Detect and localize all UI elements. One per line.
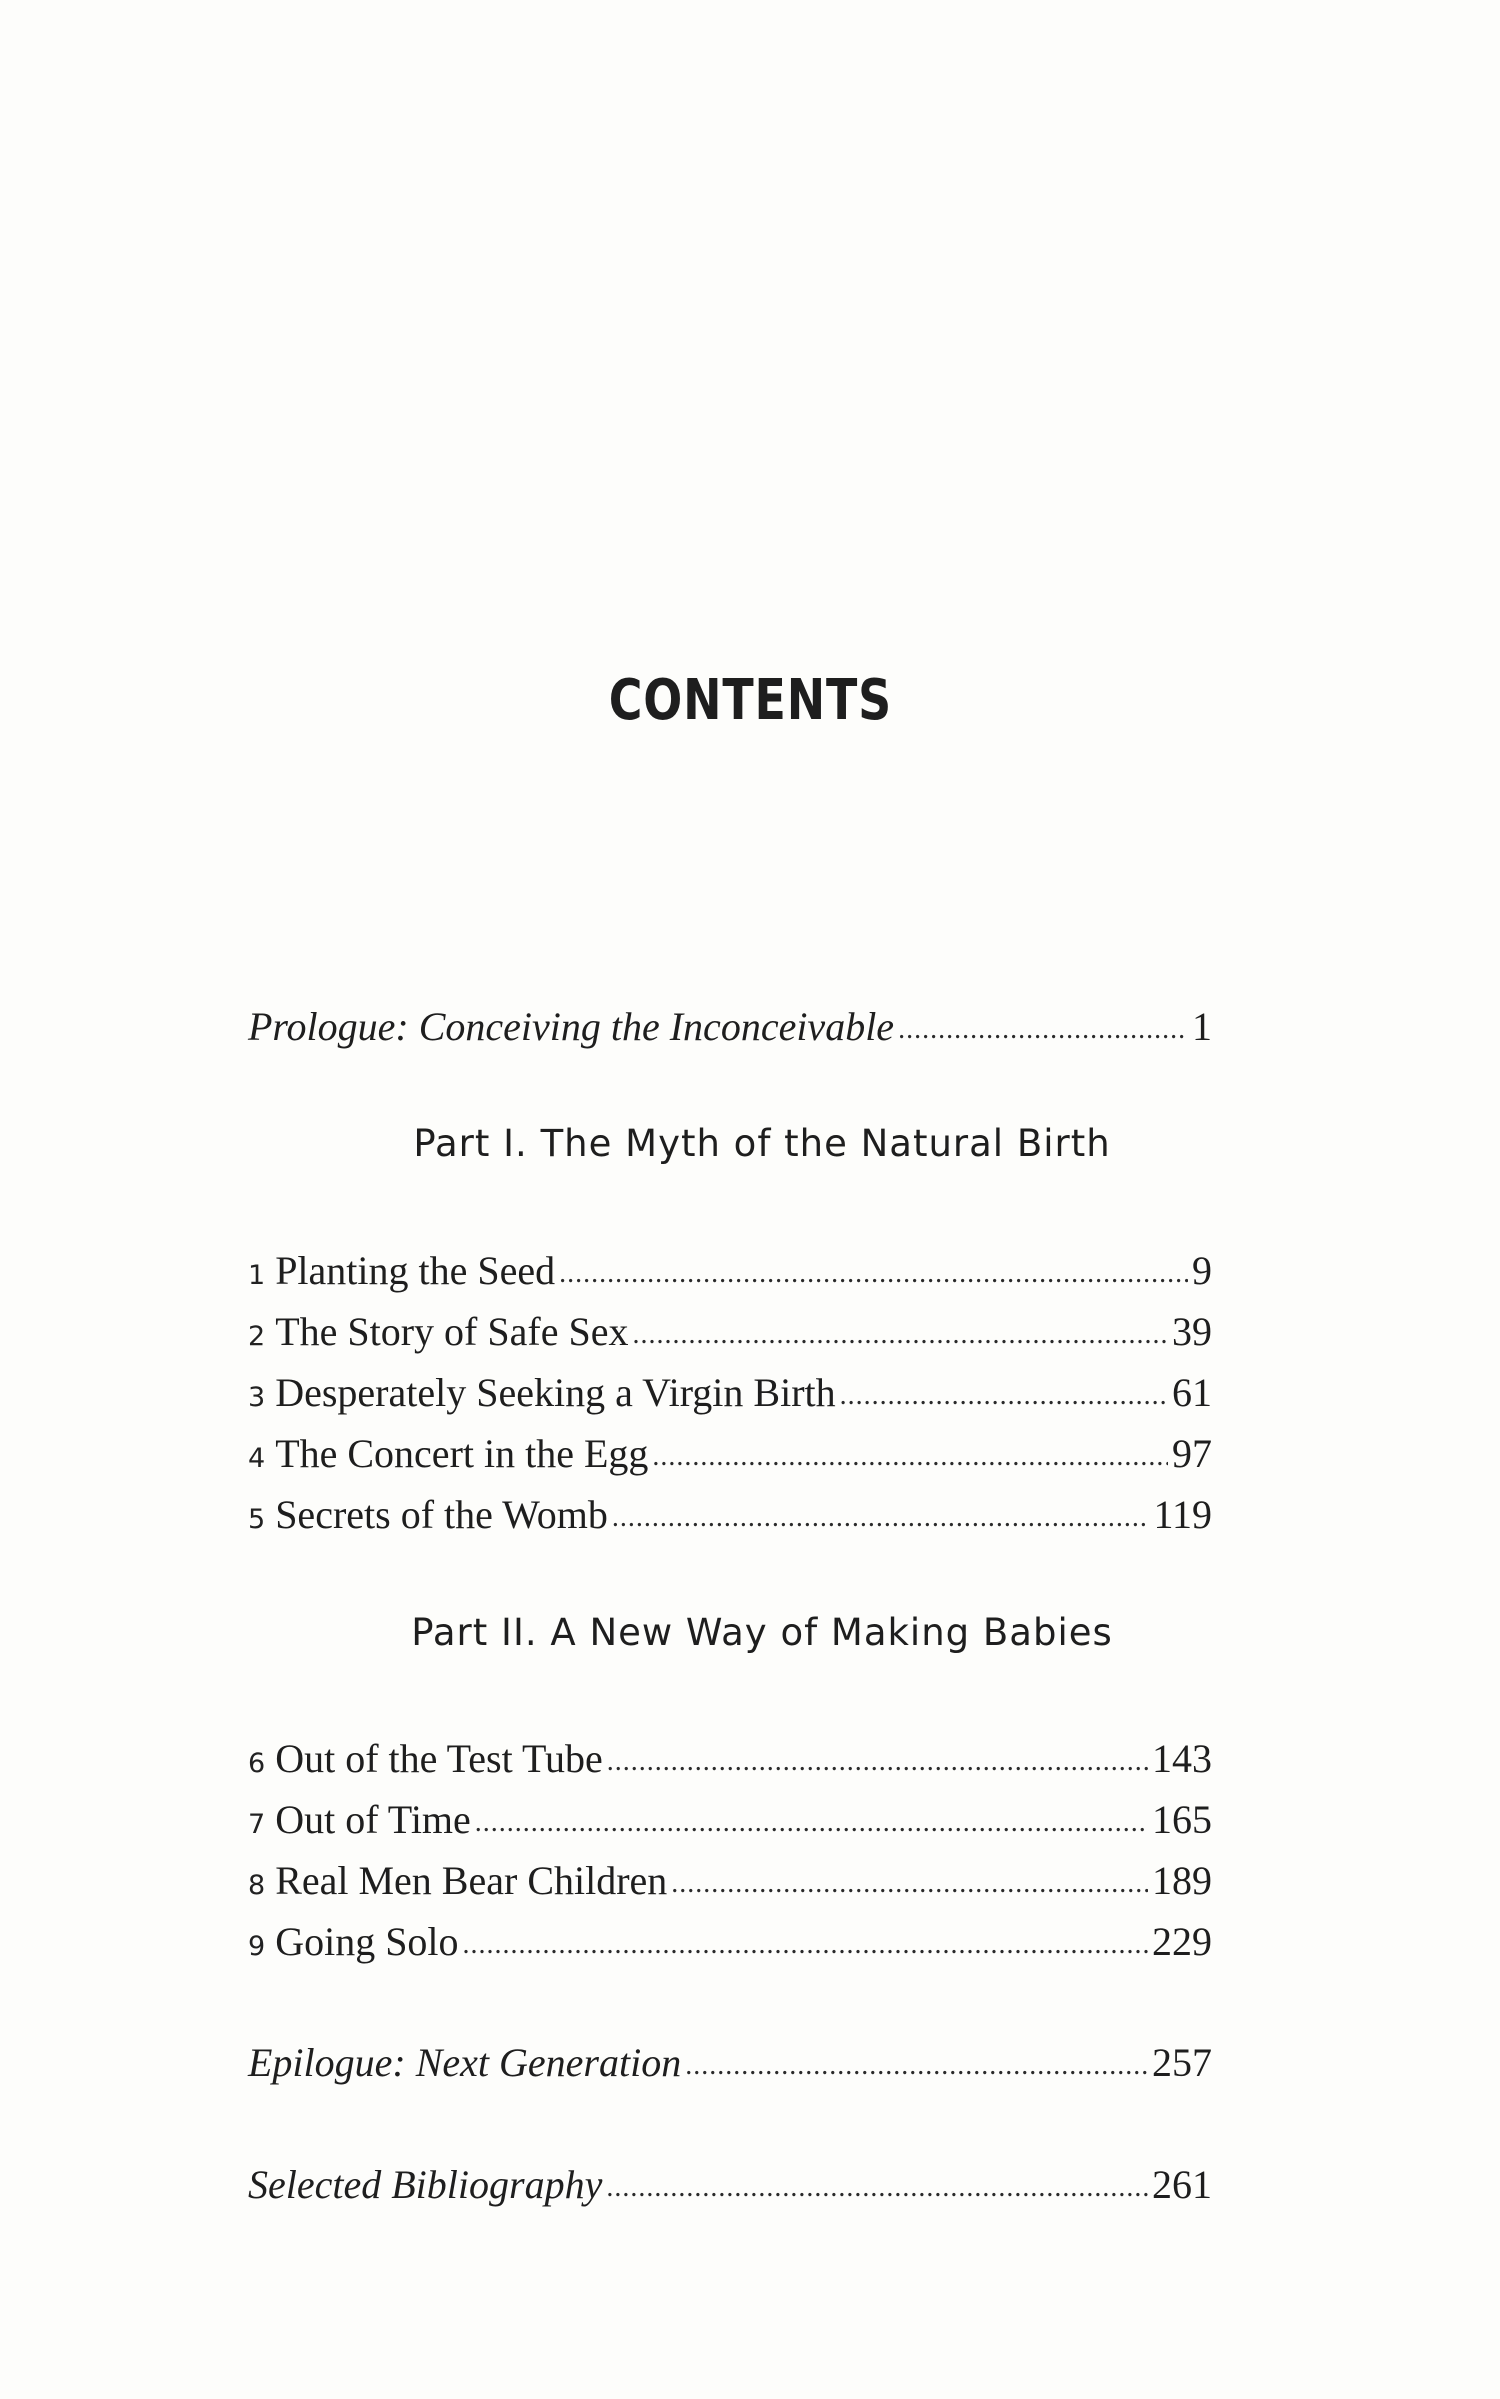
toc-entry-chapter-7[interactable] [248,1796,1212,1849]
page-number: 9 [1192,1248,1212,1293]
page-number: 257 [1152,2040,1212,2085]
entry-label: The Story of Safe Sex [275,1309,629,1354]
page-number: 261 [1152,2162,1212,2207]
part-2-heading: Part II. A New Way of Making Babies [411,1611,1113,1654]
dot-leader [612,1494,1150,1542]
dot-leader [559,1250,1188,1298]
dot-leader [840,1372,1168,1420]
toc-entry-chapter-3[interactable] [248,1369,1212,1422]
chapter-number: 7 [248,1809,266,1840]
entry-label: Out of Time [275,1797,471,1842]
entry-label: Desperately Seeking a Virgin Birth [275,1370,836,1415]
chapter-number: 1 [248,1260,266,1291]
page-number: 39 [1172,1309,1212,1354]
page-number: 119 [1153,1492,1212,1537]
toc-entry-chapter-1[interactable] [248,1247,1212,1300]
chapter-number: 4 [248,1443,266,1474]
dot-leader [671,1860,1148,1908]
page-number: 165 [1152,1797,1212,1842]
chapter-number: 5 [248,1504,266,1535]
entry-label: The Concert in the Egg [275,1431,649,1476]
toc-entry-prologue[interactable] [248,1003,1212,1056]
page-title: CONTENTS [608,668,892,733]
chapter-number: 8 [248,1870,266,1901]
page-number: 61 [1172,1370,1212,1415]
entry-label: Selected Bibliography [248,2162,603,2207]
part-1-heading: Part I. The Myth of the Natural Birth [413,1122,1111,1165]
toc-entry-chapter-2[interactable] [248,1308,1212,1361]
chapter-number: 9 [248,1931,266,1962]
toc-entry-chapter-9[interactable] [248,1918,1212,1971]
entry-label: Out of the Test Tube [275,1736,603,1781]
dot-leader [685,2042,1148,2090]
chapter-number: 3 [248,1382,266,1413]
chapter-number: 2 [248,1321,266,1352]
page-number: 97 [1172,1431,1212,1476]
toc-entry-chapter-6[interactable] [248,1735,1212,1788]
dot-leader [652,1433,1168,1481]
page-number: 1 [1192,1004,1212,1049]
entry-label: Planting the Seed [275,1248,556,1293]
dot-leader [463,1921,1148,1969]
dot-leader [607,1738,1148,1786]
toc-entry-epilogue[interactable] [248,2039,1212,2092]
entry-label: Secrets of the Womb [275,1492,608,1537]
page-number: 189 [1152,1858,1212,1903]
entry-label: Real Men Bear Children [275,1858,668,1903]
dot-leader [632,1311,1168,1359]
entry-label: Epilogue: Next Generation [248,2040,682,2085]
chapter-number: 6 [248,1748,266,1779]
dot-leader [475,1799,1148,1847]
entry-label: Going Solo [275,1919,459,1964]
entry-label: Prologue: Conceiving the Inconceivable [248,1004,895,1049]
toc-entry-chapter-5[interactable] [248,1491,1212,1544]
page-number: 143 [1152,1736,1212,1781]
dot-leader [606,2164,1148,2212]
page-number: 229 [1152,1919,1212,1964]
toc-entry-chapter-4[interactable] [248,1430,1212,1483]
toc-entry-chapter-8[interactable] [248,1857,1212,1910]
dot-leader [898,1006,1188,1054]
toc-entry-bibliography[interactable] [248,2161,1212,2214]
